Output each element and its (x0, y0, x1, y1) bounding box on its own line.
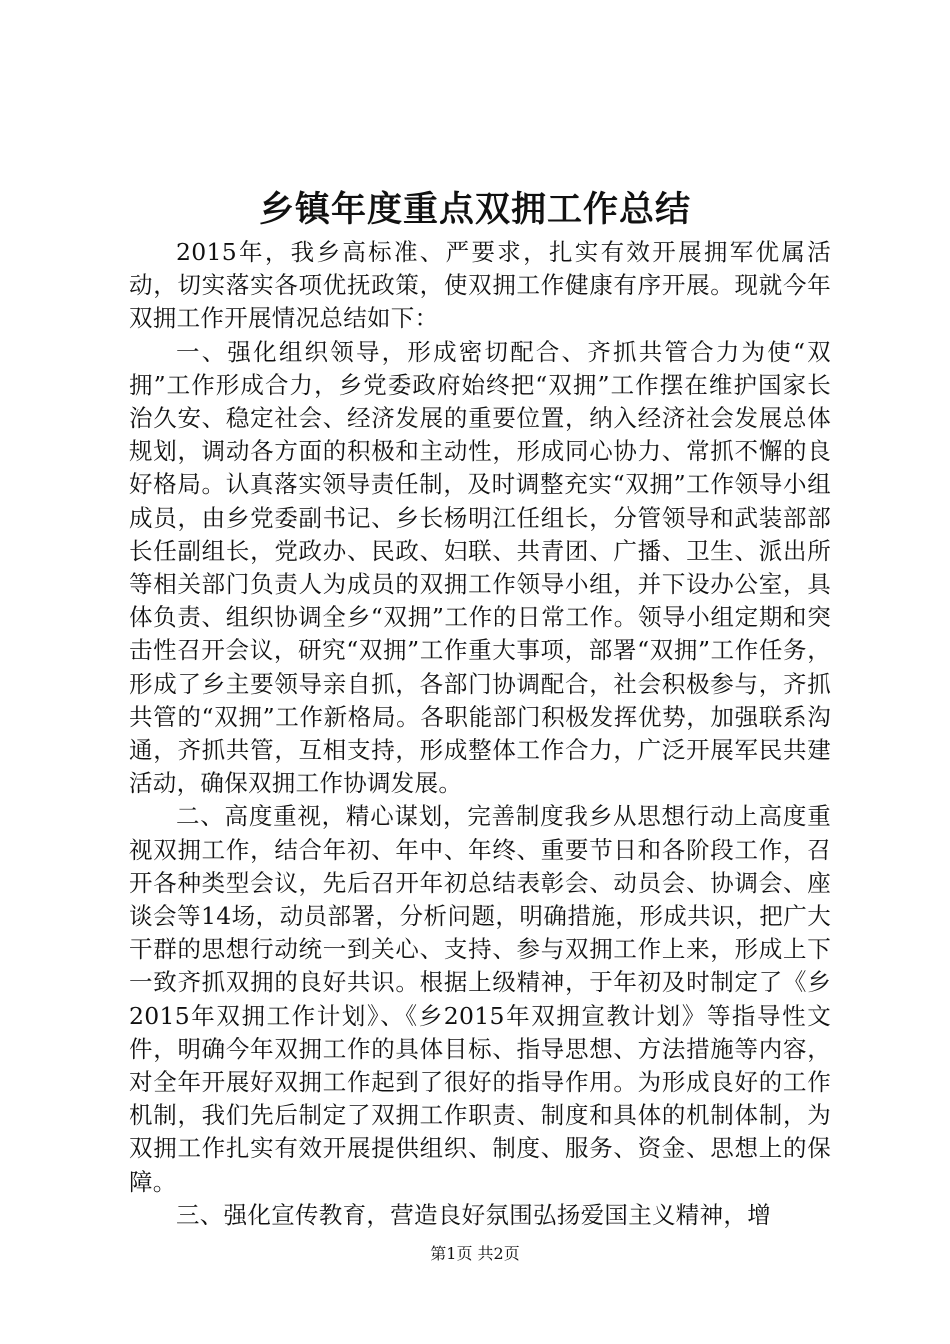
section-one-paragraph: 一、强化组织领导，形成密切配合、齐抓共管合力为使“双拥”工作形成合力，乡党委政府始终把“双拥”工作摆在维护国家长治久安、稳定社会、经济发展的重要位置，纳入经济社会发展总体规划，调动各方面的积极和主动性，形成同心协力、常抓不懈的良好格局。认真落实领导责任制，及时调整充实“双拥”工作领导小组成员，由乡党委副书记、乡长杨明江任组长，分管领导和武装部部长任副组长，党政办、民政、妇联、共青团、广播、卫生、派出所等相关部门负责人为成员的双拥工作领导小组，并下设办公室，具体负责、组织协调全乡“双拥”工作的日常工作。领导小组定期和突击性召开会议，研究“双拥”工作重大事项，部署“双拥”工作任务，形成了乡主要领导亲自抓，各部门协调配合，社会积极参与，齐抓共管的“双拥”工作新格局。各职能部门积极发挥优势，加强联系沟通，齐抓共管，互相支持，形成整体工作合力，广泛开展军民共建活动，确保双拥工作协调发展。 (129, 337, 831, 798)
document-title: 乡镇年度重点双拥工作总结 (258, 189, 691, 230)
document-body (129, 236, 831, 1232)
section-two-paragraph: 二、高度重视，精心谋划，完善制度我乡从思想行动上高度重视双拥工作，结合年初、年中、年终、重要节日和各阶段工作，召开各种类型会议，先后召开年初总结表彰会、动员会、协调会、座谈会等14场，动员部署，分析问题，明确措施，形成共识，把广大干群的思想行动统一到关心、支持、参与双拥工作上来，形成上下一致齐抓双拥的良好共识。根据上级精神，于年初及时制定了《乡2015年双拥工作计划》、《乡2015年双拥宣教计划》等指导性文件，明确今年双拥工作的具体目标、指导思想、方法措施等内容，对全年开展好双拥工作起到了很好的指导作用。为形成良好的工作机制，我们先后制定了双拥工作职责、制度和具体的机制体制，为双拥工作扎实有效开展提供组织、制度、服务、资金、思想上的保障。 (129, 802, 831, 1196)
page-number-footer: 第1页 共2页 (430, 1244, 520, 1263)
section-three-paragraph: 三、强化宣传教育，营造良好氛围弘扬爱国主义精神，增 (176, 1200, 771, 1229)
intro-paragraph: 2015年，我乡高标准、严要求，扎实有效开展拥军优属活动，切实落实各项优抚政策，使双拥工作健康有序开展。现就今年双拥工作开展情况总结如下： (129, 238, 831, 333)
